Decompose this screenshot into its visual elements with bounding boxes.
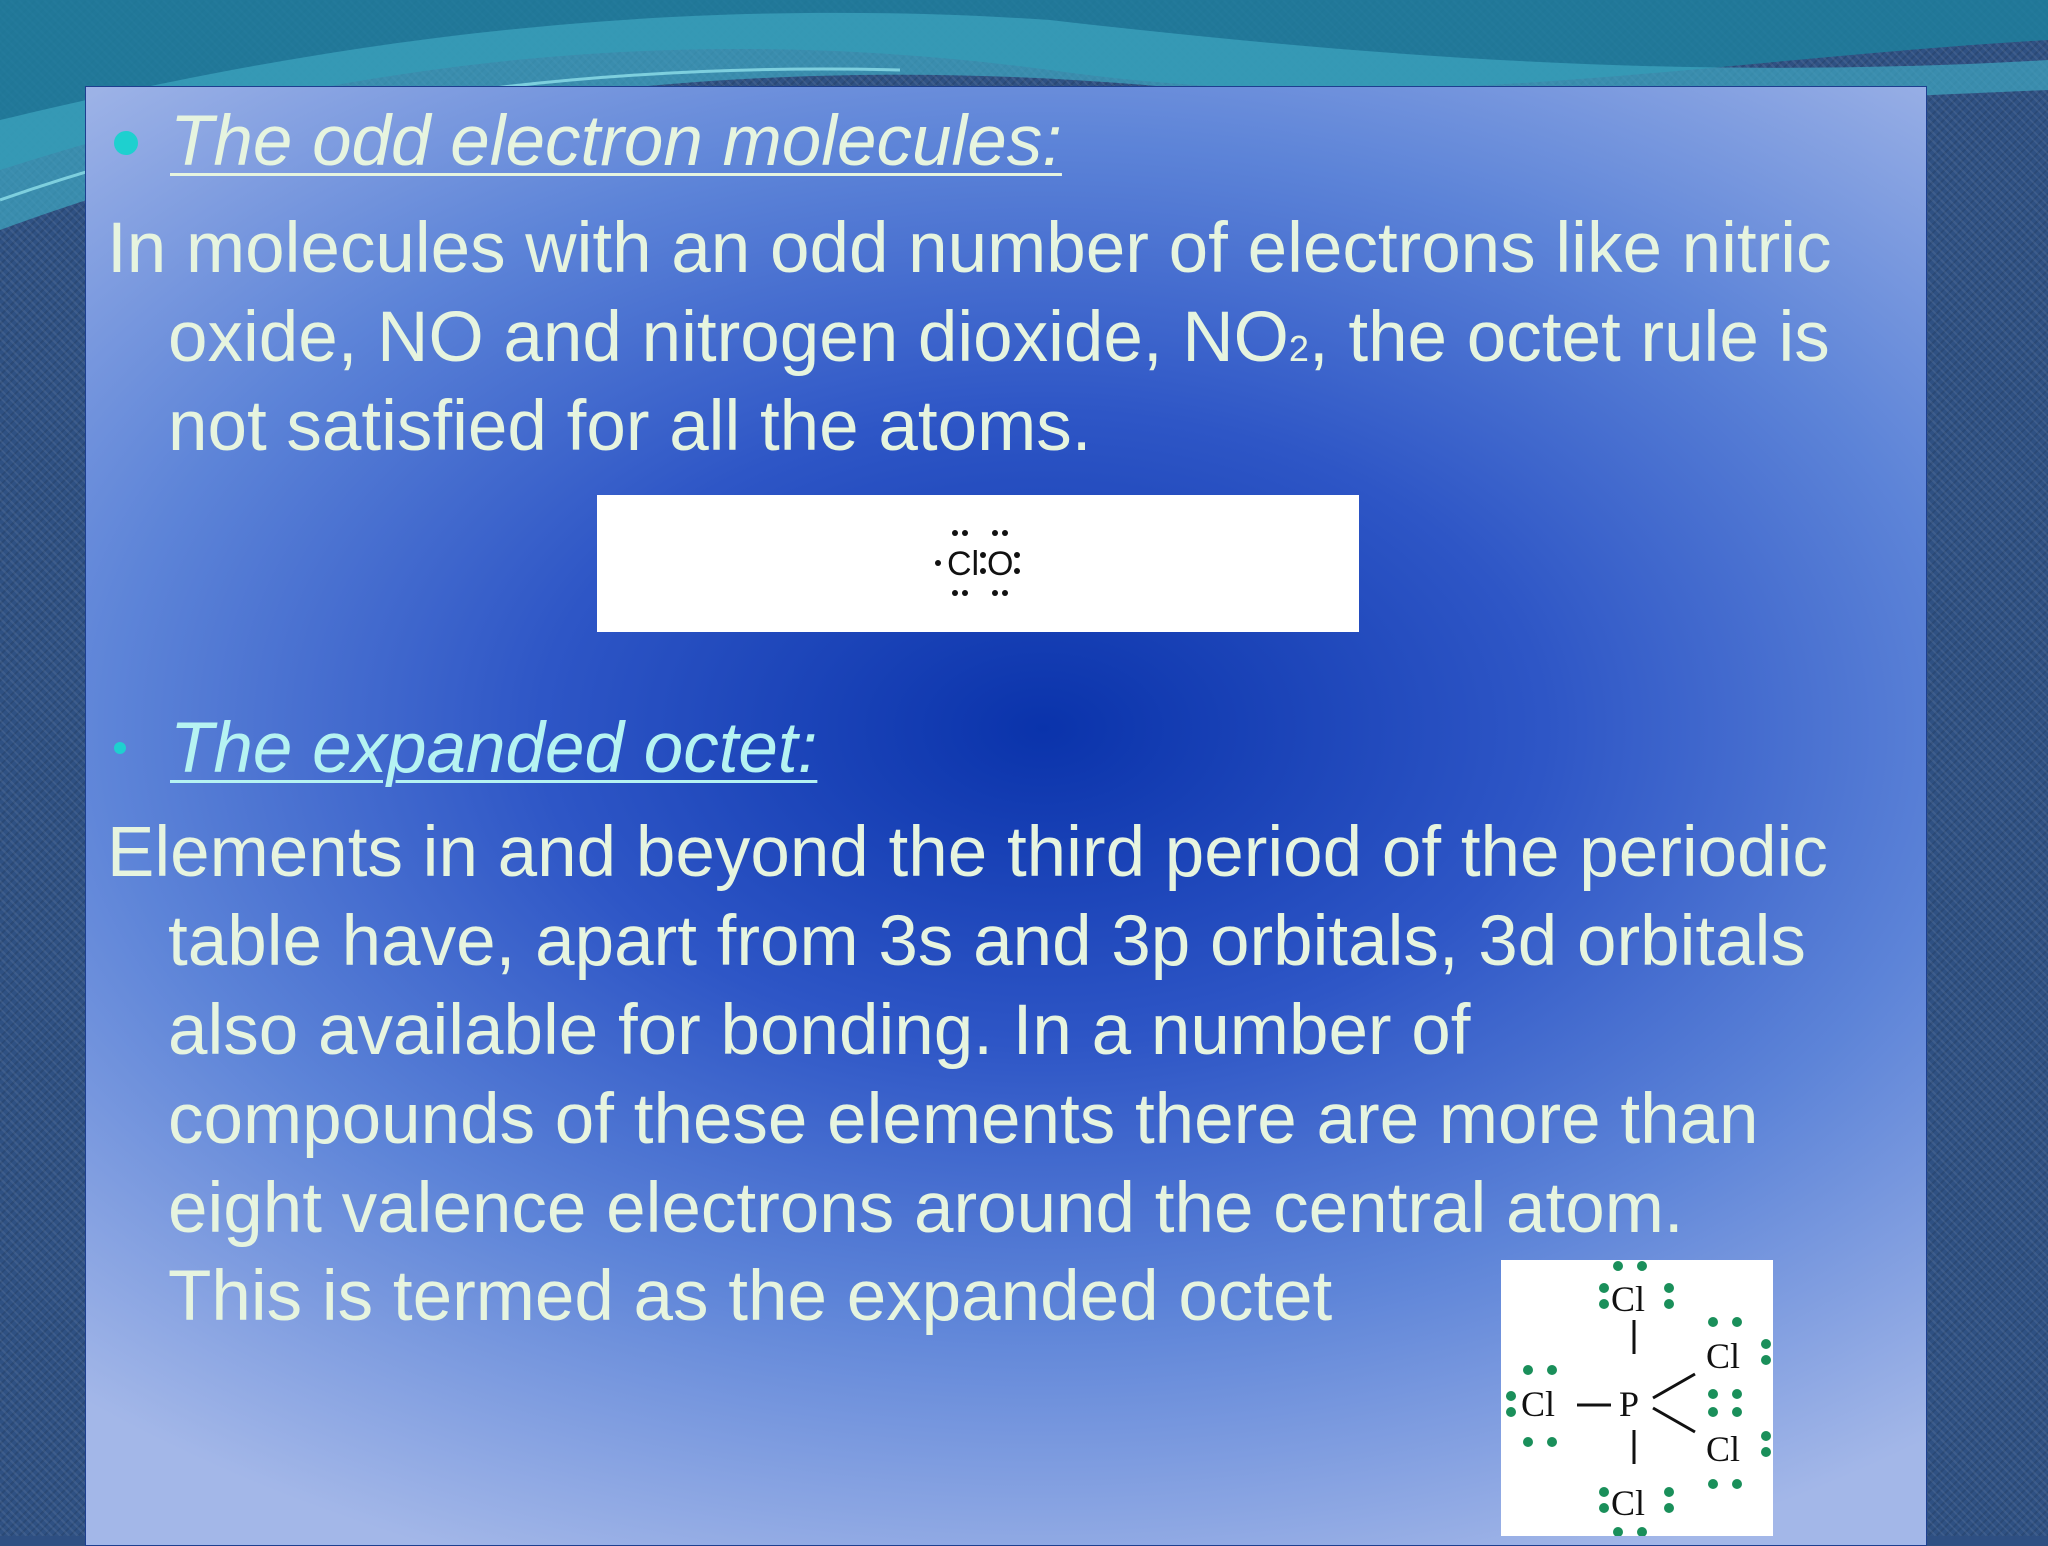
subscript-2: 2 — [1288, 328, 1309, 369]
clo-atom-cl: Cl — [947, 545, 980, 583]
paragraph-2-line-5: eight valence electrons around the central atom. — [168, 1169, 1684, 1248]
pcl5-cl-left: Cl — [1521, 1384, 1556, 1424]
paragraph-2-line-4: compounds of these elements there are more than — [168, 1080, 1759, 1159]
paragraph-1-line-1: In molecules with an odd number of electrons like nitric — [107, 209, 1832, 288]
pcl5-lewis-drawing — [1501, 1260, 1773, 1536]
paragraph-2-line-6: This is termed as the expanded octet — [168, 1257, 1333, 1336]
paragraph-2-line-3: also available for bonding. In a number of — [168, 991, 1471, 1070]
pcl5-cl-lower-right: Cl — [1706, 1429, 1741, 1469]
paragraph-2-line-2: table have, apart from 3s and 3p orbitals, 3d orbitals — [168, 902, 1806, 981]
paragraph-1-line-2: oxide, NO and nitrogen dioxide, NO2, the octet rule is — [168, 298, 1830, 377]
clo-lewis-drawing — [597, 495, 1359, 632]
bullet-2 — [114, 742, 126, 754]
clo-lewis-structure — [597, 495, 1359, 632]
heading-odd-electron: The odd electron molecules: — [170, 102, 1062, 181]
pcl5-cl-top: Cl — [1611, 1279, 1646, 1319]
pcl5-p-center: P — [1619, 1384, 1640, 1424]
pcl5-cl-bottom: Cl — [1611, 1483, 1646, 1523]
paragraph-2-line-1: Elements in and beyond the third period of the periodic — [107, 813, 1828, 892]
pcl5-lewis-structure — [1501, 1260, 1773, 1536]
heading-expanded-octet: The expanded octet: — [170, 709, 818, 788]
paragraph-1-line-3: not satisfied for all the atoms. — [168, 387, 1092, 466]
clo-atom-o: O — [987, 545, 1014, 583]
pcl5-cl-upper-right: Cl — [1706, 1336, 1741, 1376]
bullet-1 — [114, 131, 138, 155]
